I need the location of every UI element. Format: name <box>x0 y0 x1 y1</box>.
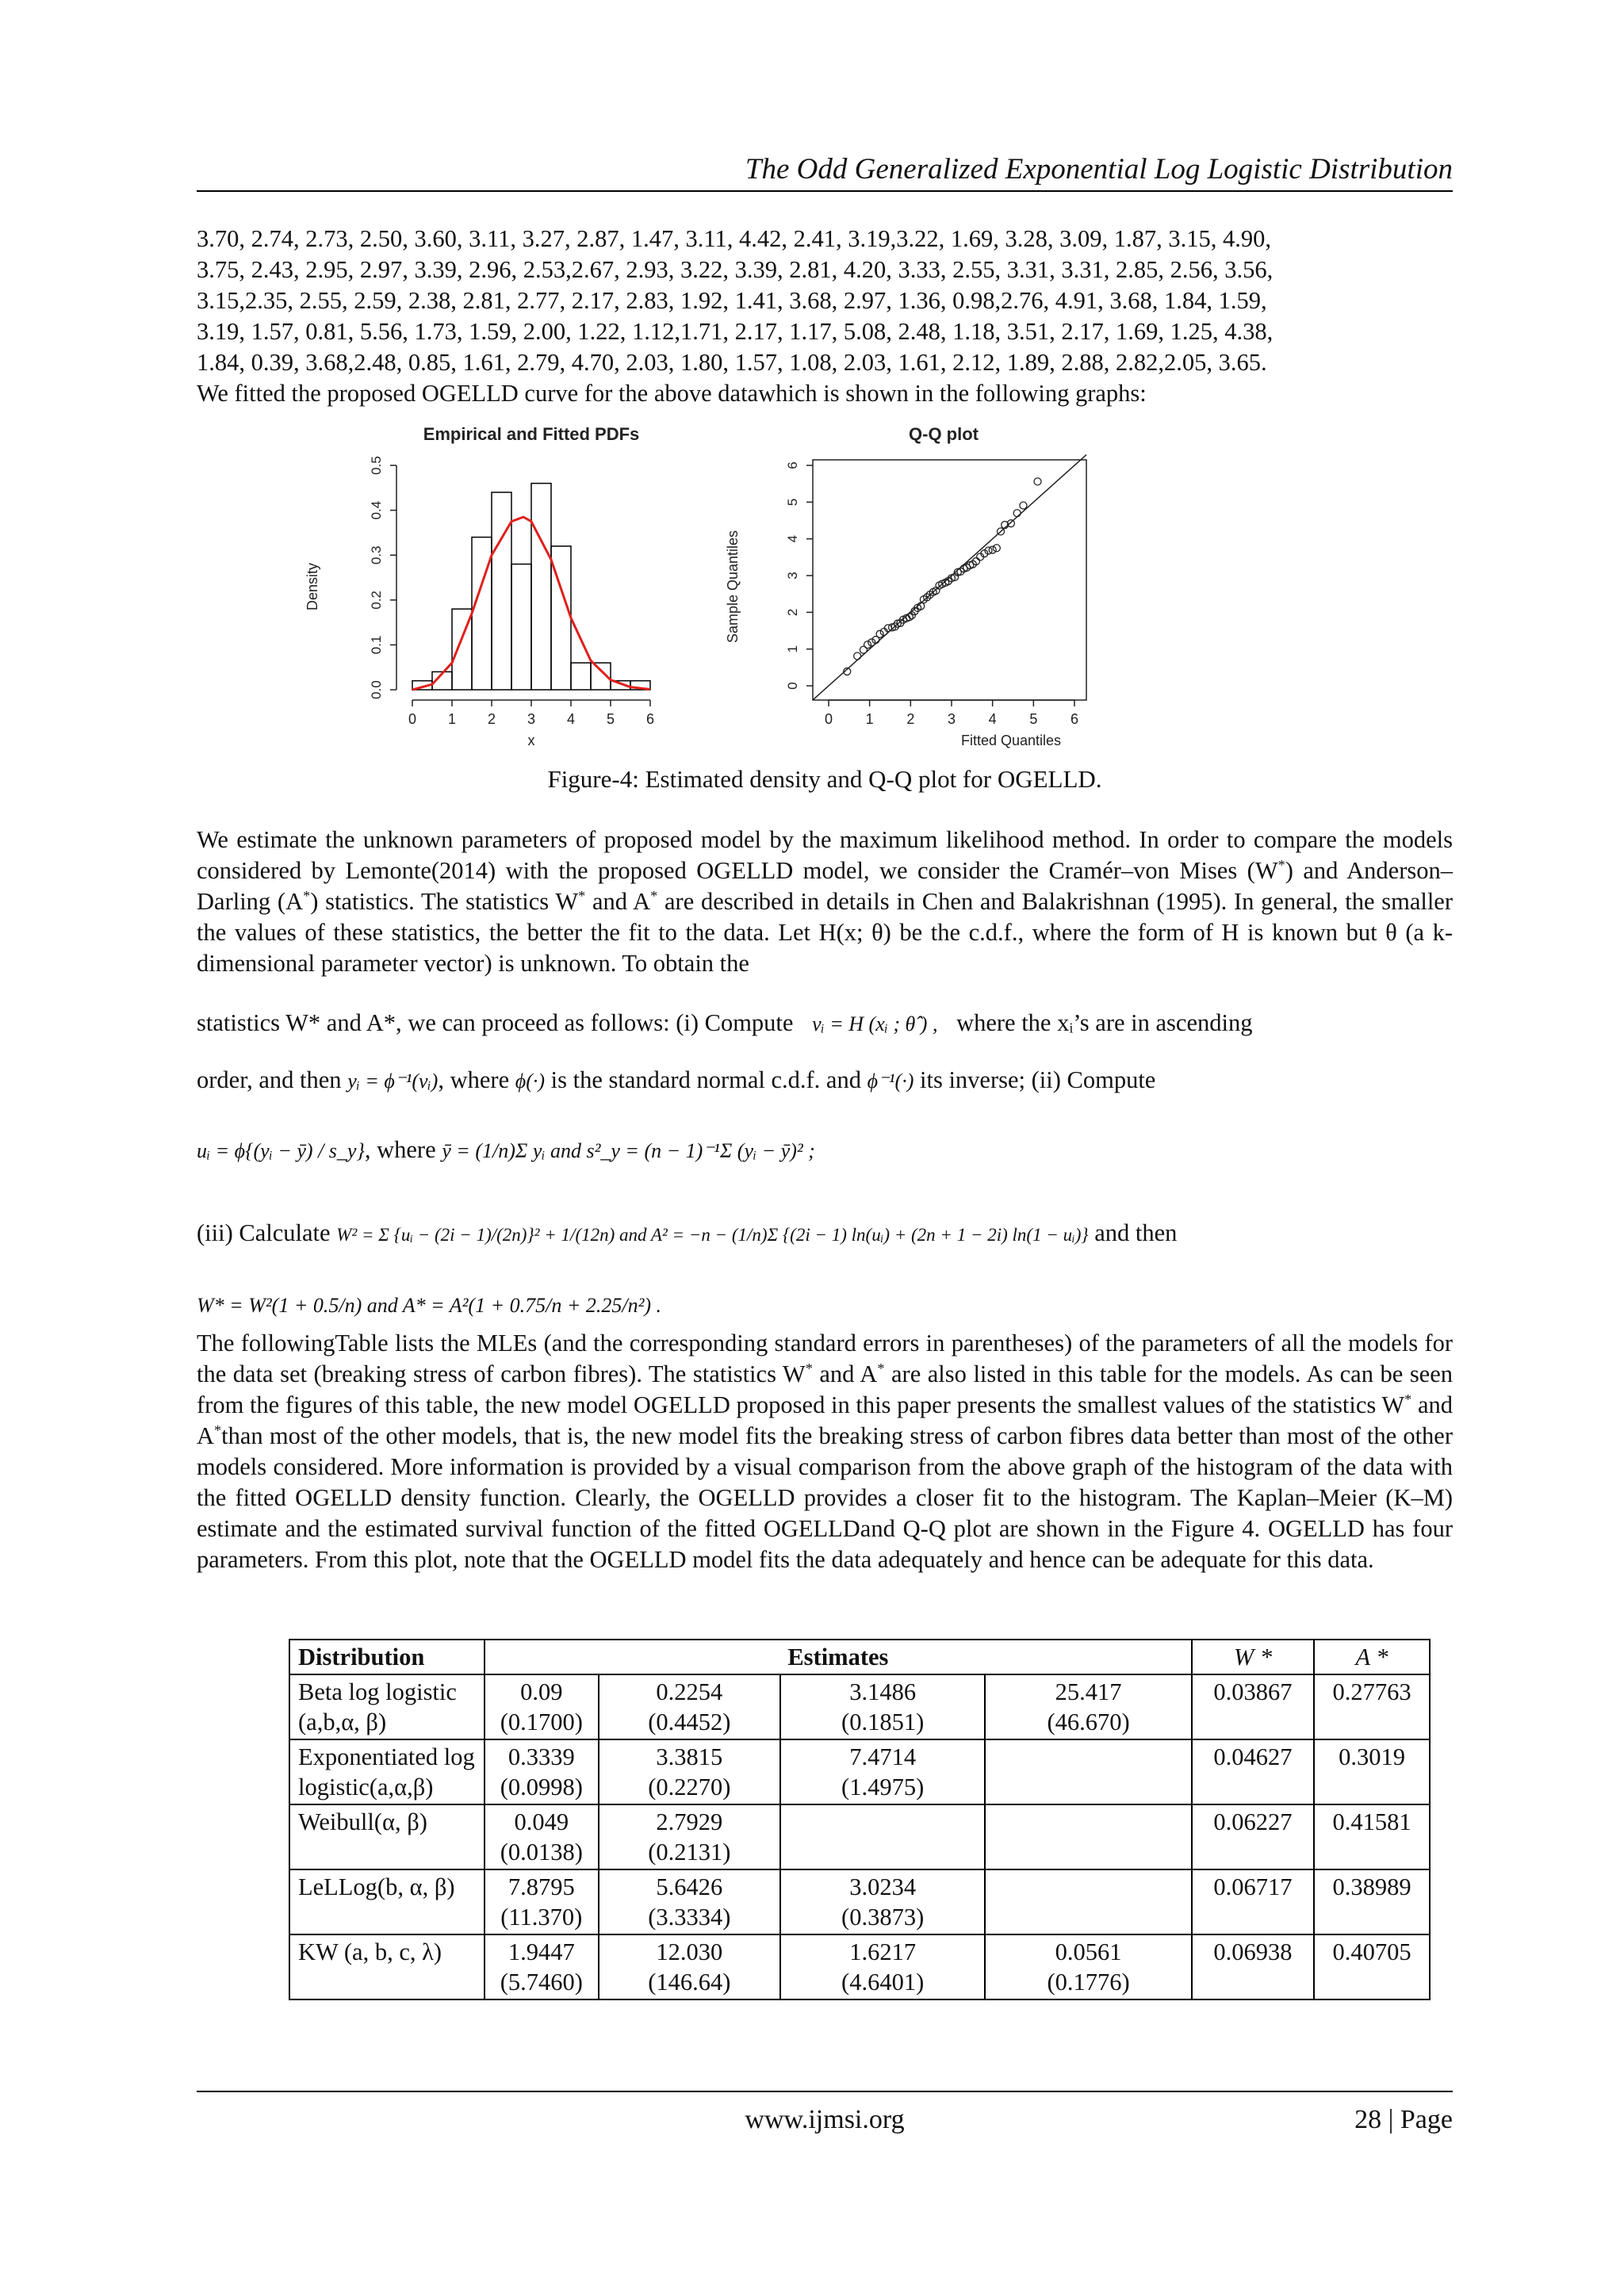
standard-error: (11.370) <box>500 1904 583 1931</box>
w-star-value: 0.06938 <box>1192 1934 1314 1999</box>
table-row <box>289 1739 1430 1804</box>
y-tick-label: 4 <box>785 534 800 543</box>
standard-error: (1.4975) <box>841 1774 925 1800</box>
estimate-cell <box>485 1804 599 1869</box>
y-tick-label: 0.3 <box>369 545 384 565</box>
histogram-bar <box>531 484 551 690</box>
w-star-value: 0.04627 <box>1192 1739 1314 1804</box>
y-axis-ticks <box>785 461 813 689</box>
estimate-value: 3.0234 <box>849 1873 917 1900</box>
column-header: W * <box>1192 1640 1314 1674</box>
qq-point <box>876 630 883 637</box>
estimate-cell <box>780 1934 985 1999</box>
estimate-cell <box>599 1739 780 1804</box>
standard-error: (3.3334) <box>648 1904 731 1931</box>
steps-line-5 <box>197 1288 1453 1322</box>
standard-error: (0.3873) <box>841 1904 925 1931</box>
x-axis-ticks <box>408 700 654 727</box>
x-tick-label: 6 <box>1070 711 1079 727</box>
x-tick-label: 4 <box>566 711 576 727</box>
estimate-cell <box>485 1739 599 1804</box>
y-tick-label: 5 <box>785 498 800 507</box>
column-header: Distribution <box>289 1640 485 1674</box>
w-star-value: 0.06717 <box>1192 1869 1314 1934</box>
estimate-value: 0.2254 <box>656 1678 723 1705</box>
estimate-cell <box>599 1804 780 1869</box>
w-star-value: 0.03867 <box>1192 1674 1314 1739</box>
paragraph-text: The followingTable lists the MLEs (and the corresponding standard errors in parentheses) of the parameters of all the models for the data set (breaking stress of carbon fibres). The statistics W* and A* are also listed in this table for the models. As can be seen from the figures of this table, the new model OGELLD proposed in this paper presents the smallest values of the statistics W* and A*than most of the other models, that is, the new model fits the breaking stress of carbon fibres data better than most of the other models considered. More information is provided by a visual comparison from the above graph of the histogram of the data with the fitted OGELLD density function. Clearly, the OGELLD provides a closer fit to the histogram. The Kaplan–Meier (K–M) estimate and the estimated survival function of the fitted OGELLDand Q-Q plot are shown in the Figure 4. OGELLD has four parameters. From this plot, note that the OGELLD model fits the data adequately and hence can be adequate for this data. <box>197 1330 1454 1573</box>
plot-frame <box>813 460 1086 700</box>
estimate-value: 7.8795 <box>508 1873 575 1900</box>
y-axis-label: Density <box>304 562 320 611</box>
estimate-cell <box>985 1934 1192 1999</box>
formula-phi-inverse: ϕ⁻¹(·) <box>867 1070 914 1093</box>
y-tick-label: 6 <box>785 461 800 469</box>
histogram-plot <box>396 465 650 700</box>
distribution-name: Exponentiated log logistic(a,α,β) <box>289 1739 485 1804</box>
y-axis-ticks <box>369 456 396 699</box>
data-line: 3.70, 2.74, 2.73, 2.50, 3.60, 3.11, 3.27, 2.87, 1.47, 3.11, 4.42, 2.41, 3.19,3.22, 1.69, 3.28, 3.09, 1.87, 3.15, 4.90, <box>197 225 1271 252</box>
estimate-value: 7.4714 <box>849 1743 917 1770</box>
x-tick-label: 1 <box>447 711 457 727</box>
estimate-value: 1.6217 <box>849 1938 917 1965</box>
step-text: order, and then <box>197 1066 342 1093</box>
formula-wstar-astar: W* = W²(1 + 0.5/n) and A* = A²(1 + 0.75/n + 2.25/n²) . <box>197 1294 662 1317</box>
standard-error: (0.4452) <box>648 1709 731 1735</box>
steps-line-1 <box>197 1007 1453 1040</box>
estimate-value: 25.417 <box>1055 1678 1122 1705</box>
qq-point <box>854 652 861 660</box>
column-header: A * <box>1314 1640 1430 1674</box>
column-header: Estimates <box>485 1640 1192 1674</box>
a-star-value: 0.3019 <box>1314 1739 1430 1804</box>
x-tick-label: 2 <box>906 711 915 727</box>
step-text: statistics W* and A*, we can proceed as follows: (i) Compute <box>197 1009 794 1036</box>
paragraph-text: We estimate the unknown parameters of proposed model by the maximum likelihood method. In order to compare the models considered by Lemonte(2014) with the proposed OGELLD model, we consider the Cramér–von Mises (W*) and Anderson–Darling (A*) statistics. The statistics W* and A* are described in details in Chen and Balakrishnan (1995). In general, the smaller the values of these statistics, the better the fit to the data. Let H(x; θ) be the c.d.f., where the form of H is known but θ (a k-dimensional parameter vector) is unknown. To obtain the <box>197 826 1453 977</box>
table-row <box>289 1674 1430 1739</box>
footer-rule <box>197 2091 1453 2092</box>
estimate-value: 3.1486 <box>849 1678 917 1705</box>
estimate-value: 3.3815 <box>656 1743 723 1770</box>
estimate-cell <box>780 1869 985 1934</box>
formula-v: vᵢ = H (xᵢ ; θ̂ ) , <box>812 1012 938 1035</box>
paragraph <box>197 825 1453 979</box>
y-tick-label: 2 <box>785 608 800 617</box>
y-axis-label: Sample Quantiles <box>725 530 741 644</box>
step-text: and then <box>1094 1219 1178 1246</box>
x-tick-label: 1 <box>865 711 874 727</box>
qq-point <box>993 545 1000 552</box>
histogram-bar <box>492 492 511 690</box>
step-text: where the xᵢ’s are in ascending <box>956 1009 1253 1036</box>
standard-error: (0.2131) <box>648 1839 731 1866</box>
data-block <box>197 224 1453 409</box>
header-rule <box>197 190 1453 192</box>
qq-point <box>864 641 871 649</box>
step-text: , where <box>364 1136 436 1163</box>
estimate-value: 0.09 <box>520 1678 563 1705</box>
data-line: 3.75, 2.43, 2.95, 2.97, 3.39, 2.96, 2.53,2.67, 2.93, 3.22, 3.39, 2.81, 4.20, 3.33, 2.55, 3.31, 3.31, 2.85, 2.56, 3.56, <box>197 256 1274 283</box>
footer-url: www.ijmsi.org <box>745 2105 905 2134</box>
estimate-value: 5.6426 <box>656 1873 723 1900</box>
qq-point <box>1013 510 1021 517</box>
x-tick-label: 5 <box>1029 711 1038 727</box>
formula-y: yᵢ = ϕ⁻¹(vᵢ) <box>347 1070 439 1093</box>
table-row <box>289 1934 1430 1999</box>
estimate-cell <box>780 1674 985 1739</box>
estimate-cell <box>599 1934 780 1999</box>
chart-title: Q-Q plot <box>909 424 979 444</box>
formula-w2-a2: W² = Σ {uᵢ − (2i − 1)/(2n)}² + 1/(12n) and A² = −n − (1/n)Σ {(2i − 1) ln(uᵢ) + (2n + 1 − 2i) ln(1 − uᵢ)} <box>336 1225 1089 1245</box>
estimate-cell <box>485 1674 599 1739</box>
y-tick-label: 0 <box>785 682 800 690</box>
distribution-name: Weibull(α, β) <box>289 1804 485 1869</box>
y-tick-label: 0.5 <box>369 456 384 475</box>
qq-point <box>989 546 996 553</box>
standard-error: (4.6401) <box>841 1969 925 1996</box>
step-text: , where <box>438 1066 510 1093</box>
steps-line-3 <box>197 1134 1453 1167</box>
estimate-value: 12.030 <box>656 1938 723 1965</box>
w-star-value: 0.06227 <box>1192 1804 1314 1869</box>
standard-error: (0.0998) <box>500 1774 583 1800</box>
x-axis-ticks <box>825 700 1078 727</box>
x-tick-label: 0 <box>408 711 417 727</box>
y-tick-label: 0.4 <box>369 500 384 520</box>
paragraph <box>197 1328 1453 1575</box>
a-star-value: 0.27763 <box>1314 1674 1430 1739</box>
table-row <box>289 1804 1430 1869</box>
histogram-bar <box>511 564 531 690</box>
step-text: is the standard normal c.d.f. and <box>550 1066 861 1093</box>
estimate-cell <box>780 1739 985 1804</box>
x-tick-label: 5 <box>606 711 615 727</box>
standard-error: (0.1776) <box>1047 1969 1130 1996</box>
standard-error: (0.0138) <box>500 1839 583 1866</box>
estimate-cell <box>599 1674 780 1739</box>
page-number: 28 | Page <box>1354 2105 1453 2134</box>
distribution-name: KW (a, b, c, λ) <box>289 1934 485 1999</box>
step-text: (iii) Calculate <box>197 1219 331 1246</box>
table-row <box>289 1869 1430 1934</box>
x-tick-label: 3 <box>947 711 956 727</box>
a-star-value: 0.40705 <box>1314 1934 1430 1999</box>
data-line: 3.15,2.35, 2.55, 2.59, 2.38, 2.81, 2.77, 2.17, 2.83, 1.92, 1.41, 3.68, 2.97, 1.36, 0.98,2.76, 4.91, 3.68, 1.84, 1.59, <box>197 287 1267 314</box>
formula-u: uᵢ = ϕ{(yᵢ − ȳ) / s_y} <box>197 1139 365 1162</box>
estimate-value: 0.049 <box>514 1808 569 1835</box>
a-star-value: 0.38989 <box>1314 1869 1430 1934</box>
x-tick-label: 6 <box>645 711 655 727</box>
formula-phi: ϕ(·) <box>515 1070 546 1093</box>
running-header: The Odd Generalized Exponential Log Logistic Distribution <box>745 153 1453 186</box>
distribution-name: Beta log logistic (a,b,α, β) <box>289 1674 485 1739</box>
standard-error: (5.7460) <box>500 1969 583 1996</box>
step-text: its inverse; (ii) Compute <box>920 1066 1156 1093</box>
a-star-value: 0.41581 <box>1314 1804 1430 1869</box>
standard-error: (146.64) <box>648 1969 731 1996</box>
histogram-bar <box>571 663 591 690</box>
steps-line-2 <box>197 1064 1453 1097</box>
figure-intro: We fitted the proposed OGELLD curve for the above datawhich is shown in the following graphs: <box>197 380 1147 407</box>
standard-error: (0.1851) <box>841 1709 925 1735</box>
y-tick-label: 0.1 <box>369 635 384 655</box>
estimate-value: 0.0561 <box>1055 1938 1122 1965</box>
chart-title: Empirical and Fitted PDFs <box>423 424 640 444</box>
estimate-cell <box>985 1804 1192 1869</box>
qq-plot <box>813 455 1086 700</box>
standard-error: (46.670) <box>1047 1709 1130 1735</box>
qq-point <box>1020 502 1027 509</box>
x-axis-label: Fitted Quantiles <box>960 733 1062 748</box>
y-tick-label: 3 <box>785 572 800 580</box>
estimate-cell <box>985 1869 1192 1934</box>
estimate-value: 2.7929 <box>656 1808 723 1835</box>
figure-caption: Figure-4: Estimated density and Q-Q plot for OGELLD. <box>547 765 1102 793</box>
figure-4 <box>285 416 1126 757</box>
estimate-cell <box>485 1869 599 1934</box>
distribution-name: LeLLog(b, α, β) <box>289 1869 485 1934</box>
formula-ybar: ȳ = (1/n)Σ yᵢ and s²_y = (n − 1)⁻¹Σ (yᵢ − ȳ)² ; <box>442 1139 815 1162</box>
data-line: 3.19, 1.57, 0.81, 5.56, 1.73, 1.59, 2.00, 1.22, 1.12,1.71, 2.17, 1.17, 5.08, 2.48, 1.18, 3.51, 2.17, 1.69, 1.25, 4.38, <box>197 318 1274 345</box>
estimate-cell <box>780 1804 985 1869</box>
estimate-cell <box>985 1739 1192 1804</box>
y-tick-label: 1 <box>785 645 800 653</box>
estimates-table <box>289 1639 1431 2000</box>
y-tick-label: 0.0 <box>369 680 384 699</box>
x-tick-label: 3 <box>527 711 536 727</box>
x-axis-label: x <box>527 733 535 748</box>
y-tick-label: 0.2 <box>369 590 384 610</box>
qq-point <box>868 639 875 646</box>
x-tick-label: 2 <box>487 711 496 727</box>
estimate-cell <box>985 1674 1192 1739</box>
x-tick-label: 4 <box>988 711 997 727</box>
estimate-cell <box>485 1934 599 1999</box>
standard-error: (0.1700) <box>500 1709 583 1735</box>
histogram-bar <box>472 538 492 690</box>
data-line: 1.84, 0.39, 3.68,2.48, 0.85, 1.61, 2.79, 4.70, 2.03, 1.80, 1.57, 1.08, 2.03, 1.61, 2.12, 1.89, 2.88, 2.82,2.05, 3.65. <box>197 349 1267 376</box>
estimate-cell <box>599 1869 780 1934</box>
x-tick-label: 0 <box>824 711 833 727</box>
steps-line-4 <box>197 1217 1453 1251</box>
estimate-value: 0.3339 <box>508 1743 575 1770</box>
standard-error: (0.2270) <box>648 1774 731 1800</box>
estimate-value: 1.9447 <box>508 1938 575 1965</box>
qq-point <box>1034 478 1041 485</box>
